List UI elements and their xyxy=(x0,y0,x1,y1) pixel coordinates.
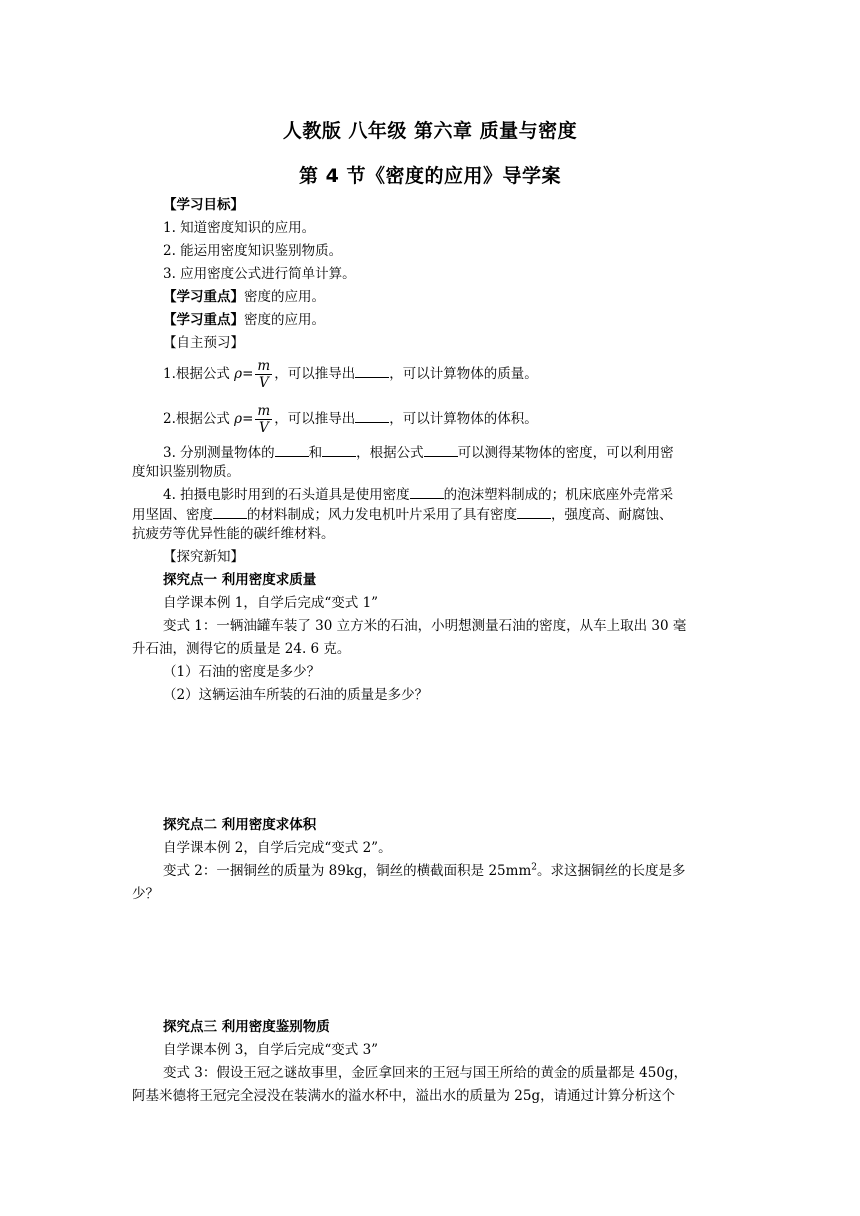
explore-point-3-intro: 自学课本例 3，自学后完成“变式 3” xyxy=(163,1042,379,1058)
question-text: 。求这捆铜丝的长度是多 xyxy=(536,863,686,879)
question-text: 抗疲劳等优异性能的碳纤维材料。 xyxy=(132,526,335,542)
fraction-denominator: V xyxy=(258,420,269,436)
variant-1-text: 升石油，测得它的质量是 24. 6 克。 xyxy=(132,641,351,657)
explore-heading: 【探究新知】 xyxy=(163,549,244,565)
key-point-label: 【学习重点】 xyxy=(163,312,244,328)
objective-item: 2. 能运用密度知识鉴别物质。 xyxy=(163,243,343,259)
answer-blank[interactable] xyxy=(517,505,551,519)
density-fraction xyxy=(255,403,272,436)
question-text: 的泡沫塑料制成的；机床底座外壳常采 xyxy=(443,487,674,503)
question-text: ，可以计算物体的质量。 xyxy=(389,366,538,382)
preview-question-1 xyxy=(163,356,538,392)
objective-item: 1. 知道密度知识的应用。 xyxy=(163,220,316,236)
question-text: ，可以推导出 xyxy=(274,366,356,382)
explore-point-2-title: 探究点二 利用密度求体积 xyxy=(163,817,317,833)
variant-3-text: 变式 3：假设王冠之谜故事里，金匠拿回来的王冠与国王所给的黄金的质量都是 450g， xyxy=(163,1065,688,1081)
question-text: 度知识鉴别物质。 xyxy=(132,464,240,480)
question-text: ，强度高、耐腐蚀、 xyxy=(551,507,673,523)
variant-3-text: 阿基米德将王冠完全浸没在装满水的溢水杯中，溢出水的质量为 25g，请通过计算分析这个 xyxy=(132,1088,676,1104)
question-text: ，可以计算物体的体积。 xyxy=(389,411,538,427)
variant-2-text: 少？ xyxy=(132,886,159,902)
question-text: 1.根据公式 xyxy=(163,366,235,382)
variant-1-question: （2）这辆运油车所装的石油的质量是多少？ xyxy=(163,687,429,703)
objectives-heading: 【学习目标】 xyxy=(163,197,244,213)
key-point-label: 【学习重点】 xyxy=(163,289,244,305)
key-point-line xyxy=(163,288,325,306)
preview-heading: 【自主预习】 xyxy=(163,335,244,351)
key-point-text: 密度的应用。 xyxy=(244,312,325,328)
variant-2-text xyxy=(163,862,685,880)
answer-blank[interactable] xyxy=(213,505,247,519)
question-text: 可以测得某物体的密度，可以利用密 xyxy=(457,445,674,461)
formula-rho: ρ= xyxy=(234,411,254,427)
preview-question-4 xyxy=(163,485,673,504)
question-text: 2.根据公式 xyxy=(163,411,235,427)
explore-point-2-intro: 自学课本例 2，自学后完成“变式 2”。 xyxy=(163,840,392,856)
superscript: 2 xyxy=(531,862,537,873)
question-text: ，根据公式 xyxy=(356,445,424,461)
question-text: 的材料制成；风力发电机叶片采用了具有密度 xyxy=(247,507,517,523)
question-text: 变式 2：一捆铜丝的质量为 89kg，铜丝的横截面积是 25mm xyxy=(163,863,532,879)
variant-1-text: 变式 1：一辆油罐车装了 30 立方米的石油，小明想测量石油的密度，从车上取出 30 毫 xyxy=(163,618,687,634)
fraction-denominator: V xyxy=(258,375,269,391)
fraction-numerator: m xyxy=(257,358,271,374)
question-text: ，可以推导出 xyxy=(274,411,356,427)
answer-blank[interactable] xyxy=(355,364,389,378)
answer-blank[interactable] xyxy=(424,443,458,457)
question-text: 4. 拍摄电影时用到的石头道具是使用密度 xyxy=(163,487,410,503)
question-text-line xyxy=(132,505,673,524)
objective-item: 3. 应用密度公式进行简单计算。 xyxy=(163,266,356,282)
explore-point-3-title: 探究点三 利用密度鉴别物质 xyxy=(163,1019,330,1035)
answer-blank[interactable] xyxy=(410,485,444,499)
density-fraction xyxy=(255,358,272,391)
preview-question-3 xyxy=(163,443,674,462)
fraction-numerator: m xyxy=(257,403,271,419)
question-text: 3. 分别测量物体的 xyxy=(163,445,275,461)
key-point-text: 密度的应用。 xyxy=(244,289,325,305)
formula-rho: ρ= xyxy=(234,366,254,382)
answer-blank[interactable] xyxy=(322,443,356,457)
preview-question-2 xyxy=(163,401,538,437)
explore-point-1-intro: 自学课本例 1，自学后完成“变式 1” xyxy=(163,595,379,611)
document-title: 人教版 八年级 第六章 质量与密度 xyxy=(282,120,578,142)
variant-1-question: （1）石油的密度是多少？ xyxy=(163,664,321,680)
explore-point-1-title: 探究点一 利用密度求质量 xyxy=(163,572,317,588)
question-text: 用坚固、密度 xyxy=(132,507,213,523)
question-text: 和 xyxy=(308,445,323,461)
answer-blank[interactable] xyxy=(355,409,389,423)
document-subtitle: 第 4 节《密度的应用》导学案 xyxy=(299,165,561,187)
answer-blank[interactable] xyxy=(275,443,309,457)
key-point-line xyxy=(163,311,325,329)
